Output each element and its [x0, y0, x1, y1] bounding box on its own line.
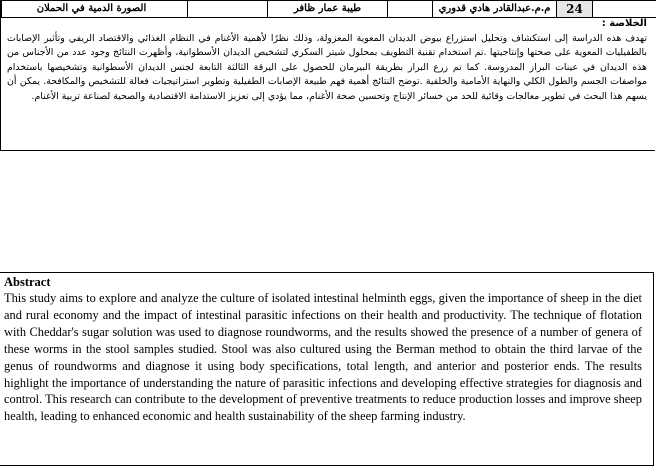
- paper-number-cell: 24: [556, 1, 593, 17]
- paper-title: الصورة الدمية في الحملان: [36, 3, 147, 14]
- arabic-abstract-body: تهدف هذه الدراسة إلى استكشاف وتحليل استزراع بيوض الديدان المعوية المعزولة، وذلك نظرًا لأهمية الأغنام في النظام الغذائي والاقتصاد الريفي وتأثير الإصابات بالطفيليات المعوية على صحتها وإنتاجيتها .تم استخدام تقنية التطويف بمحلول شيتر السكري لتشخيص الديدان الأسطوانية، وأظهرت النتائج وجود عدد من الأجناس من هذه الديدان في عينات البراز المدروسة. كما تم زرع البراز بطريقة البيرمان للحصول على اليرقة الثالثة التابعة لجنس الديدان الأسطوانية وتشخيصها باستخدام مواصفات الجسم والطول الكلي والنهاية الأمامية والخلفية .توضح النتائج أهمية فهم طبيعة الإصابات الطفيلية وتطوير استراتيجيات فعالة للتشخيص والمكافحة. يمكن أن يسهم هذا البحث في تطوير معالجات وقائية للحد من خسائر الإنتاج وتحسين صحة الأغنام، مما يؤدي إلى تعزيز الاستدامة الاقتصادية والصحية لصناعة تربية الأغنام.: [7, 32, 647, 102]
- arabic-abstract-section: [0, 0, 655, 151]
- author-1-cell: م.م.عبدالقادر هادي قدوري: [432, 1, 556, 17]
- header-table-row: [1, 0, 656, 18]
- header-spacer-cell: [387, 1, 432, 17]
- english-abstract-heading: Abstract: [4, 275, 51, 289]
- paper-title-cell: [1, 1, 187, 17]
- arabic-abstract-heading: الخلاصة :: [601, 18, 647, 29]
- header-spacer-cell: [187, 1, 267, 17]
- author-2-cell: طيبة عمار ظافر: [267, 1, 387, 17]
- english-abstract-body: This study aims to explore and analyze the culture of isolated intestinal helminth eggs, given the importance of sheep in the diet and rural economy and the impact of intestinal parasitic infections on their health and productivity. The technique of flotation with Cheddar's sugar solution was used to diagnose roundworms, and the results showed the presence of a number of genera of these worms in the stool samples studied. Stool was also cultured using the Berman method to obtain the third larvae of the genus of roundworms and diagnose it using body specifications, total length, and anterior and posterior ends. The results highlight the importance of understanding the nature of parasitic infections and developing effective strategies for diagnosis and control. This research can contribute to the development of preventive treatments to reduce production losses and improve sheep health, leading to enhanced economic and health sustainability of the sheep farming industry.: [4, 291, 642, 424]
- english-abstract-section: [0, 272, 654, 466]
- arabic-abstract: [7, 17, 647, 105]
